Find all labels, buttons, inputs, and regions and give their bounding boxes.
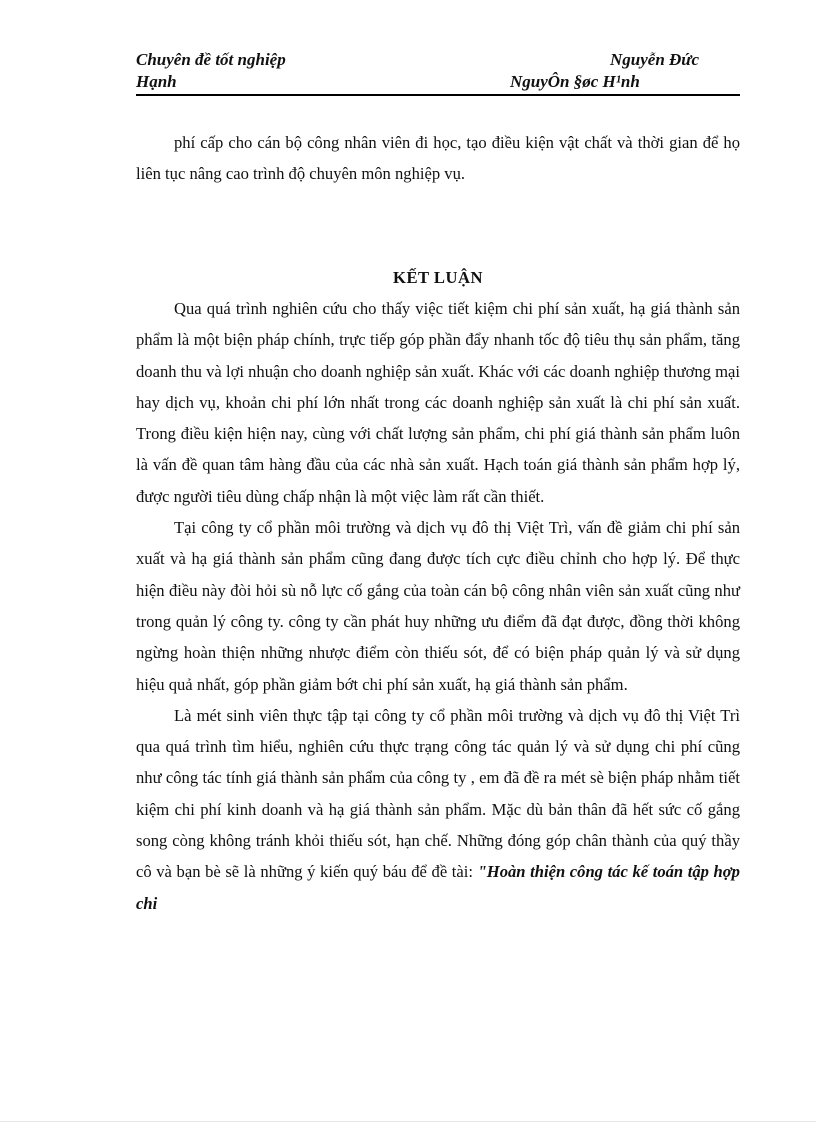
header-author-name-legacy-font: NguyÔn §øc H¹nh [510, 72, 640, 91]
page-bottom-edge [0, 1121, 816, 1122]
header-divider [136, 94, 740, 96]
intro-continuation [136, 127, 740, 190]
section-title: KẾT LUẬN [393, 268, 483, 287]
thesis-title-emphasis: "Hoàn thiện công tác kế toán tập hợp chi [136, 862, 740, 913]
conclusion-paragraph-1: Qua quá trình nghiên cứu cho thấy việc tiết kiệm chi phí sản xuất, hạ giá thành sản phẩm là một biện pháp chính, trực tiếp góp phần đẩy nhanh tốc độ tiêu thụ sản phẩm, tăng doanh thu và lợi nhuận cho doanh nghiệp sản xuất. Khác với các doanh nghiệp thương mại hay dịch vụ, khoản chi phí lớn nhất trong các doanh nghiệp sản xuất là chi phí sản xuất. Trong điều kiện hiện nay, cùng với chất lượng sản phẩm, chi phí giá thành sản phẩm luôn là vấn đề quan tâm hàng đầu của các nhà sản xuất. Hạch toán giá thành sản phẩm hợp lý, được người tiêu dùng chấp nhận là một việc làm rất cần thiết. [136, 299, 740, 506]
header-author-name: Nguyễn Đức [610, 50, 700, 69]
conclusion-paragraph-3-text: Là mét sinh viên thực tập tại công ty cổ phần môi trường và dịch vụ đô thị Việt Trì qua quá trình tìm hiểu, nghiên cứu thực trạng công tác quản lý và sử dụng chi phí cũng như công tác tính giá thành sản phẩm của công ty , em đã đề ra mét sè biện pháp nhằm tiết kiệm chi phí kinh doanh và hạ giá thành sản phẩm. Mặc dù bản thân đã hết sức cố gắng song còng không tránh khỏi thiếu sót, hạn chế. Những đóng góp chân thành của quý thầy cô và bạn bè sẽ là những ý kiến quý báu để đề tài: [136, 705, 740, 882]
conclusion-paragraph-2: Tại công ty cổ phần môi trường và dịch vụ đô thị Việt Trì, vấn đề giảm chi phí sản xuất và hạ giá thành sản phẩm cũng đang được tích cực điều chỉnh cho hợp lý. Để thực hiện điều này đòi hỏi sù nỗ lực cố gắng của toàn cán bộ công nhân viên sản xuất cũng như trong quản lý công ty. công ty cần phát huy những ưu điểm đã đạt được, đồng thời không ngừng hoàn thiện những nhược điểm còn thiếu sót, để có biện pháp quản lý và sử dụng hiệu quả nhất, góp phần giảm bớt chi phí sản xuất, hạ giá thành sản phẩm. [136, 518, 740, 694]
page-header [136, 50, 740, 96]
intro-paragraph: phí cấp cho cán bộ công nhân viên đi học, tạo điều kiện vật chất và thời gian để họ liên tục nâng cao trình độ chuyên môn nghiệp vụ. [136, 133, 740, 184]
header-author-name-continued: Hạnh [136, 72, 177, 91]
conclusion-paragraph-3 [136, 700, 740, 919]
header-document-title: Chuyên đề tốt nghiệp [136, 50, 286, 69]
conclusion-body [136, 293, 740, 919]
